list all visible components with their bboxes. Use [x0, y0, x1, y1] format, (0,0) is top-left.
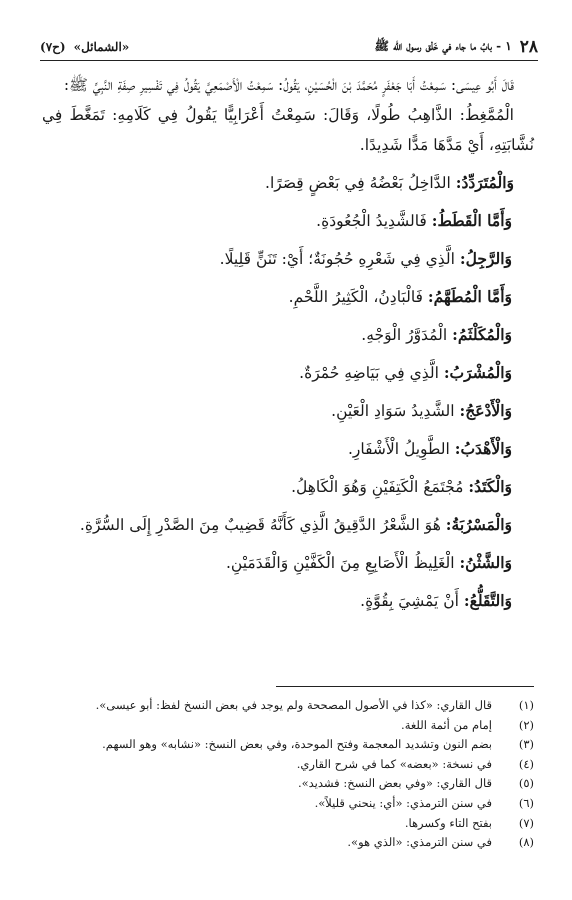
definition-text: هُوَ الشَّعْرُ الدَّقِيقُ الَّذِي كَأَنَّهُ قَضِيبٌ مِنَ الصَّدْرِ إِلَى السُّرَّةِ. [79, 516, 446, 534]
definition-entry [42, 168, 534, 198]
definition-text: الَّذِي فِي شَعْرِهِ حُجُونَةٌ؛ أَيْ: تَنَنٍّ قَلِيلًا. [219, 250, 460, 268]
footnote [38, 755, 534, 775]
book-title: «الشمائل» [73, 40, 130, 54]
main-text [42, 70, 534, 624]
footnote-text: بضم النون وتشديد المعجمة وفتح الموحدة، وفي بعض النسخ: «نشابه» وهو السهم. [102, 737, 492, 752]
intro-paragraph: قَالَ أَبُو عِيسَى: سَمِعْتُ أَبَا جَعْفَرٍ مُحَمَّدَ بْنَ الْحُسَيْنِ، يَقُولُ: سَمِعْتُ الْأَصْمَعِيَّ يَقُولُ فِي تَفْسِيرِ صِفَةِ النَّبِيِّ ﷺ: [63, 76, 514, 94]
definition-term: وَالرَّجِلُ: [459, 249, 512, 268]
footnote [38, 794, 534, 814]
footnote-number: (٨) [518, 835, 534, 850]
definition-entry [42, 206, 534, 236]
hadith-reference: (ح٧) [40, 40, 66, 54]
footnote-text: في سنن الترمذي: «الذي هو». [347, 835, 492, 850]
footnote-number: (٣) [518, 737, 534, 752]
footnote-text: قال القاري: «وفي بعض النسخ: فشديد». [297, 776, 492, 791]
definition-term: وَالْمُتَرَدِّدُ: [455, 173, 514, 192]
footnote-text: في نسخة: «بعضه» كما في شرح القاري. [296, 756, 492, 771]
definition-text: أَنْ يَمْشِيَ بِقُوَّةٍ. [360, 592, 464, 610]
footnote [38, 735, 534, 755]
footnote [38, 833, 534, 853]
definition-entry [42, 358, 534, 388]
intro-paragraph: الْمُمَّغِطُ: الذَّاهِبُ طُولًا، وَقَالَ: سَمِعْتُ أَعْرَابِيًّا يَقُولُ فِي كَلَامِهِ: تَمَغَّطَ فِي نُشَّابَتِهِ، أَيْ مَدَّهَا مَدًّا شَدِيدًا. [42, 106, 534, 154]
definition-text: مُجْتَمَعُ الْكَتِفَيْنِ وَهُوَ الْكَاهِلُ. [291, 478, 469, 496]
footnote [38, 814, 534, 834]
definition-text: الدَّاخِلُ بَعْضُهُ فِي بَعْضٍ قِصَرًا. [265, 174, 456, 192]
definition-text: الْغَلِيظُ الْأَصَابِعِ مِنَ الْكَفَّيْنِ وَالْقَدَمَيْنِ. [225, 554, 460, 572]
definition-text: الطَّوِيلُ الْأَشْفَارِ. [347, 440, 455, 458]
definition-list [42, 168, 534, 616]
definition-entry [42, 586, 534, 616]
definition-term: وَأَمَّا الْقَطَطُ: [431, 211, 512, 230]
definition-text: فَالشَّدِيدُ الْجُعُودَةِ. [316, 212, 432, 230]
footnote-text: بفتح التاء وكسرها. [404, 815, 492, 830]
definition-entry [42, 282, 534, 312]
running-head [74, 39, 512, 56]
definition-term: وَالْمَسْرُبَةُ: [445, 515, 512, 534]
intro-paragraphs [42, 70, 534, 160]
page-number: ٢٨ [519, 37, 538, 57]
definition-entry [42, 434, 534, 464]
footnote-text: إمام من أئمة اللغة. [401, 717, 492, 732]
footnote-text: في سنن الترمذي: «أي: ينحني قليلاً». [314, 795, 492, 810]
definition-text: الْمُدَوَّرُ الْوَجْهِ. [361, 326, 453, 344]
definition-term: وَالْكَتَدُ: [468, 477, 512, 496]
footnote-text: قال القاري: «كذا في الأصول المصححة ولم يوجد في بعض النسخ لفظ: أبو عيسى». [95, 698, 492, 712]
footnote-number: (١) [518, 698, 534, 712]
definition-text: الشَّدِيدُ سَوَادِ الْعَيْنِ. [331, 402, 460, 420]
definition-term: وَالتَّقَلُّعُ: [463, 591, 512, 610]
definition-entry [42, 548, 534, 578]
footnote-number: (٤) [518, 756, 534, 771]
definition-term: وَأَمَّا الْمُطَهَّمُ: [427, 287, 512, 306]
chapter-title: ١ - بابُ ما جاء في خَلْق رسول الله ﷺ [374, 38, 512, 53]
footnote-number: (٥) [518, 776, 534, 791]
header-rule [40, 60, 538, 61]
definition-entry [42, 320, 534, 350]
footnote-number: (٦) [518, 795, 534, 810]
definition-entry [42, 244, 534, 274]
footnote-number: (٧) [518, 815, 534, 830]
definition-text: الَّذِي فِي بَيَاضِهِ حُمْرَةٌ. [299, 364, 444, 382]
page-header [40, 32, 538, 62]
definition-term: وَالشَّثْنُ: [459, 553, 512, 572]
definition-entry [42, 510, 534, 540]
definition-entry [42, 472, 534, 502]
definition-term: وَالْمُكَلْثَمُ: [452, 325, 512, 344]
definition-term: وَالْأَهْدَبُ: [454, 439, 512, 458]
footnote-number: (٢) [518, 717, 534, 732]
footnote [38, 774, 534, 794]
footnote [38, 716, 534, 736]
definition-text: فَالْبَادِنُ، الْكَثِيرُ اللَّحْمِ. [288, 288, 428, 306]
footnotes [38, 696, 534, 853]
definition-term: وَالْأَدْعَجُ: [459, 401, 512, 420]
footnote [38, 696, 534, 716]
definition-entry [42, 396, 534, 426]
footnote-rule [276, 686, 534, 687]
definition-term: وَالْمُشْرَبُ: [443, 363, 512, 382]
